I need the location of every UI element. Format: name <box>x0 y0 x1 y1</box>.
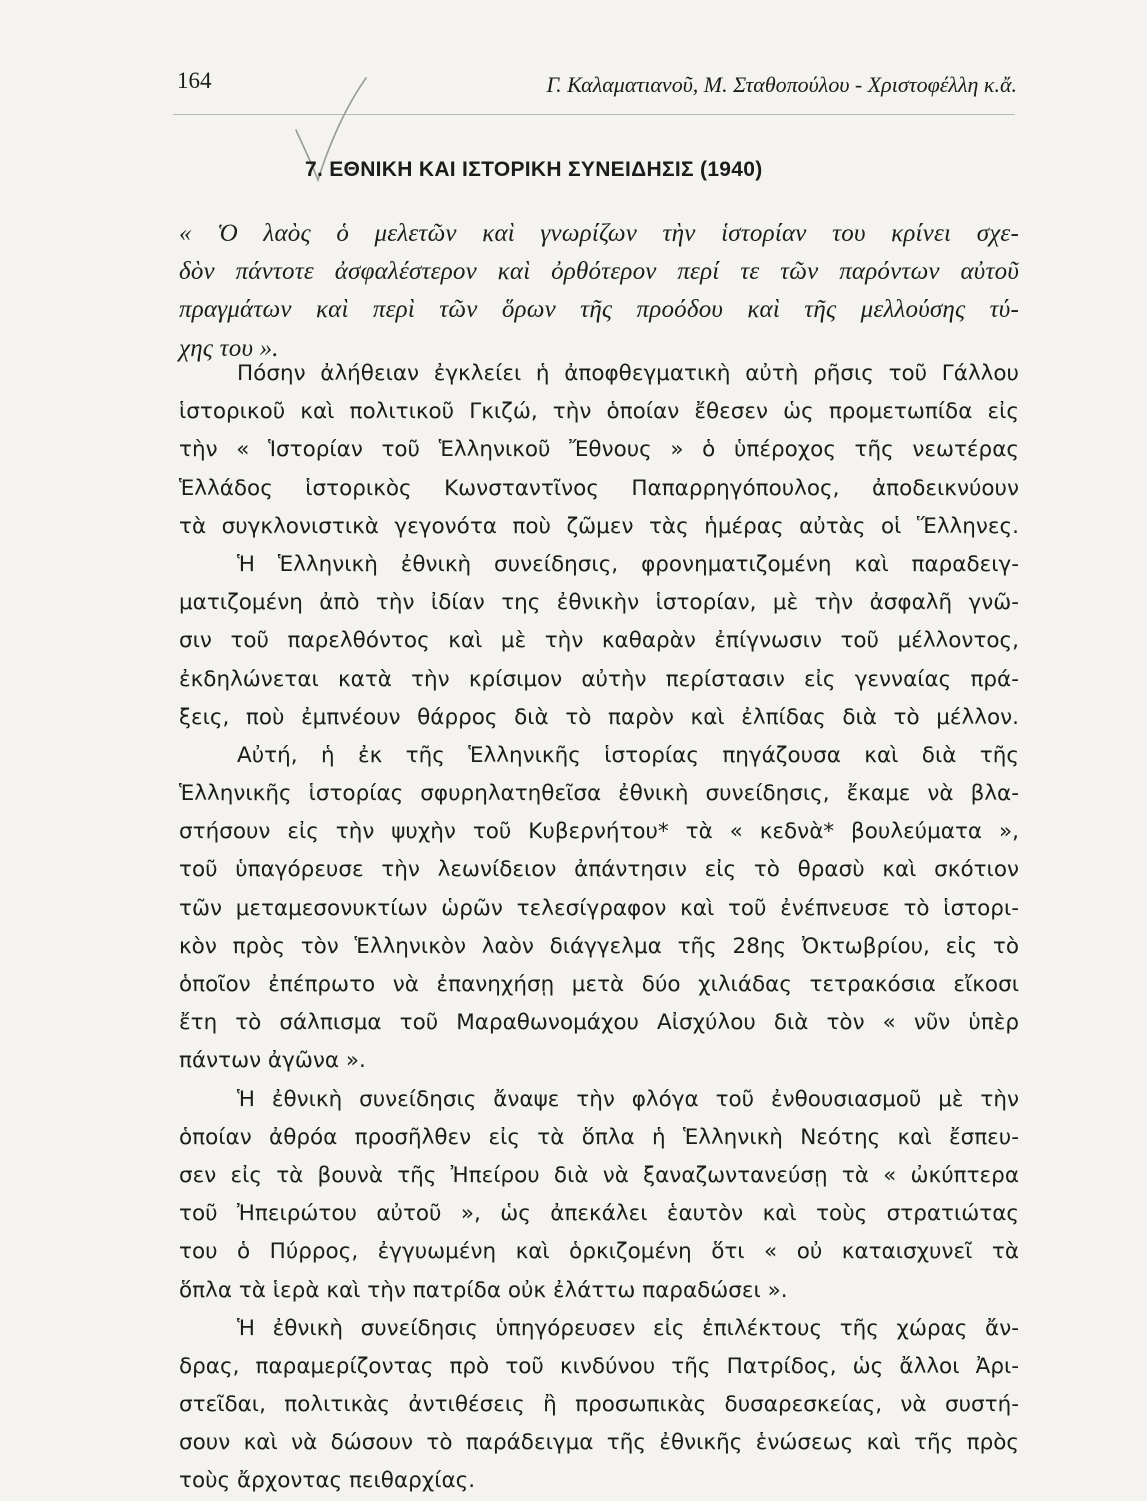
text-line: Ἡ Ἑλληνικὴ ἐθνικὴ συνείδησις, φρονηματιζομένη καὶ παραδειγ- <box>237 551 1019 577</box>
text-line: Αὐτή, ἡ ἐκ τῆς Ἑλληνικῆς ἱστορίας πηγάζουσα καὶ διὰ τῆς <box>237 742 1019 768</box>
text-line: του ὁ Πύρρος, ἐγγυωμένη καὶ ὁρκιζομένη ὅτι « οὐ καταισχυνεῖ τὰ <box>179 1239 1019 1265</box>
text-line: ξεις, ποὺ ἐμπνέουν θάρρος διὰ τὸ παρὸν καὶ ἐλπίδας διὰ τὸ μέλλον. <box>179 704 1019 730</box>
text-line: τοῦ ὑπαγόρευσε τὴν λεωνίδειον ἀπάντησιν εἰς τὸ θρασὺ καὶ σκότιον <box>179 857 1019 883</box>
running-header: Γ. Καλαματιανοῦ, Μ. Σταθοπούλου - Χριστοφέλλη κ.ἄ. <box>546 72 1017 97</box>
text-line: ἔτη τὸ σάλπισμα τοῦ Μαραθωνομάχου Αἰσχύλου διὰ τὸν « νῦν ὑπὲρ <box>179 1010 1019 1036</box>
epigraph-line: πραγμάτων καὶ περὶ τῶν ὅρων τῆς προόδου καὶ τῆς μελλούσης τύ- <box>179 296 1019 324</box>
paragraph <box>179 1310 1019 1501</box>
text-line: ἐκδηλώνεται κατὰ τὴν κρίσιμον αὐτὴν περίστασιν εἰς γενναίας πρά- <box>179 666 1019 692</box>
paragraph <box>179 546 1019 737</box>
text-line: τὴν « Ἱστορίαν τοῦ Ἑλληνικοῦ Ἔθνους » ὁ ὑπέροχος τῆς νεωτέρας <box>179 437 1019 463</box>
body-text <box>179 355 1019 1501</box>
paragraph <box>179 355 1019 546</box>
paragraph <box>179 1081 1019 1310</box>
page-number: 164 <box>177 68 212 93</box>
text-line: στεῖδαι, πολιτικὰς ἀντιθέσεις ἢ προσωπικὰς δυσαρεσκείας, νὰ συστή- <box>179 1392 1019 1418</box>
text-line: ὁποίαν ἀθρόα προσῆλθεν εἰς τὰ ὅπλα ἡ Ἑλληνικὴ Νεότης καὶ ἔσπευ- <box>179 1124 1019 1150</box>
text-line: Πόσην ἀλήθειαν ἐγκλείει ἡ ἀποφθεγματικὴ αὐτὴ ρῆσις τοῦ Γάλλου <box>237 361 1019 386</box>
epigraph-line: « Ὁ λαὸς ὁ μελετῶν καὶ γνωρίζων τὴν ἱστορίαν του κρίνει σχε- <box>179 220 1019 247</box>
text-line: δρας, παραμερίζοντας πρὸ τοῦ κινδύνου τῆς Πατρίδος, ὡς ἄλλοι Ἀρι- <box>179 1353 1019 1379</box>
text-line: στήσουν εἰς τὴν ψυχὴν τοῦ Κυβερνήτου* τὰ « κεδνὰ* βουλεύματα », <box>179 819 1019 845</box>
text-line: ὁποῖον ἐπέπρωτο νὰ ἐπανηχήσῃ μετὰ δύο χιλιάδας τετρακόσια εἴκοσι <box>179 972 1019 997</box>
text-line: ματιζομένη ἀπὸ τὴν ἰδίαν της ἐθνικὴν ἱστορίαν, μὲ τὴν ἀσφαλῆ γνῶ- <box>179 590 1019 616</box>
text-line: σεν εἰς τὰ βουνὰ τῆς Ἠπείρου διὰ νὰ ξαναζωντανεύσῃ τὰ « ὠκύπτερα <box>179 1162 1019 1188</box>
epigraph-line: δὸν πάντοτε ἀσφαλέστερον καὶ ὀρθότερον περί τε τῶν παρόντων αὐτοῦ <box>179 258 1019 286</box>
epigraph-line: χης του ». <box>179 334 279 362</box>
text-line: σιν τοῦ παρελθόντος καὶ μὲ τὴν καθαρὰν ἐπίγνωσιν τοῦ μέλλοντος, <box>179 628 1019 654</box>
text-line: Ἑλληνικῆς ἱστορίας σφυρηλατηθεῖσα ἐθνικὴ συνείδησις, ἔκαμε νὰ βλα- <box>179 781 1019 807</box>
text-line: πάντων ἀγῶνα ». <box>179 1048 366 1074</box>
text-line: Ἡ ἐθνικὴ συνείδησις ἄναψε τὴν φλόγα τοῦ ἐνθουσιασμοῦ μὲ τὴν <box>237 1086 1019 1112</box>
paragraph <box>179 737 1019 1081</box>
text-line: τοῦ Ἠπειρώτου αὐτοῦ », ὡς ἀπεκάλει ἑαυτὸν καὶ τοὺς στρατιώτας <box>179 1201 1019 1227</box>
section-heading: 7. ΕΘΝΙΚΗ ΚΑΙ ΙΣΤΟΡΙΚΗ ΣΥΝΕΙΔΗΣΙΣ (1940) <box>305 158 763 181</box>
text-line: σουν καὶ νὰ δώσουν τὸ παράδειγμα τῆς ἐθνικῆς ἑνώσεως καὶ τῆς πρὸς <box>179 1430 1019 1456</box>
text-line: ὅπλα τὰ ἱερὰ καὶ τὴν πατρίδα οὐκ ἐλάττω παραδώσει ». <box>179 1277 788 1303</box>
text-line: ἱστορικοῦ καὶ πολιτικοῦ Γκιζώ, τὴν ὁποίαν ἔθεσεν ὡς προμετωπίδα εἰς <box>179 399 1019 425</box>
text-line: κὸν πρὸς τὸν Ἑλληνικὸν λαὸν διάγγελμα τῆς 28ης Ὀκτωβρίου, εἰς τὸ <box>179 933 1019 959</box>
text-line: τῶν μεταμεσονυκτίων ὡρῶν τελεσίγραφον καὶ τοῦ ἐνέπνευσε τὸ ἱστορι- <box>179 895 1019 921</box>
text-line: τοὺς ἄρχοντας πειθαρχίας. <box>179 1468 476 1494</box>
text-line: τὰ συγκλονιστικὰ γεγονότα ποὺ ζῶμεν τὰς ἡμέρας αὐτὰς οἱ Ἕλληνες. <box>179 513 1019 539</box>
epigraph-quote <box>179 215 1019 368</box>
text-line: Ἡ ἐθνικὴ συνείδησις ὑπηγόρευσεν εἰς ἐπιλέκτους τῆς χώρας ἄν- <box>237 1315 1019 1341</box>
text-line: Ἑλλάδος ἱστορικὸς Κωνσταντῖνος Παπαρρηγόπουλος, ἀποδεικνύουν <box>179 475 1019 501</box>
